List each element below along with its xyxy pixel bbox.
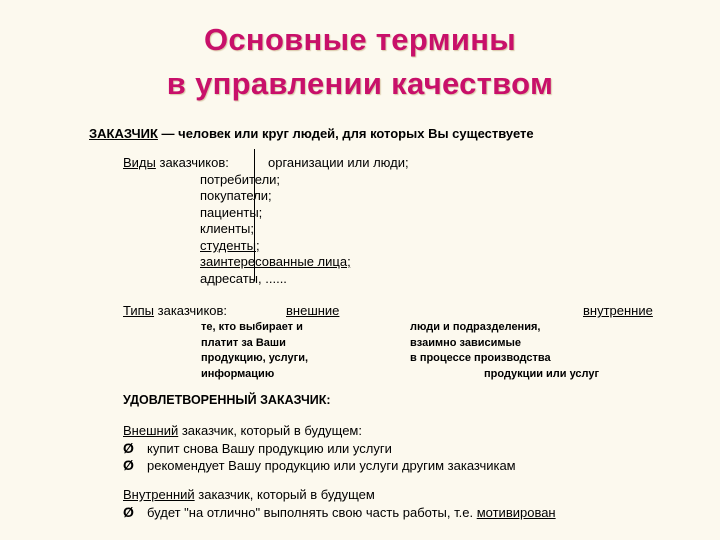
external-bullet bbox=[123, 440, 392, 456]
desc-line: платит за Ваши bbox=[201, 336, 286, 349]
kinds-item: организации или люди; bbox=[268, 155, 409, 170]
internal-bullet bbox=[123, 504, 556, 520]
definition-term: ЗАКАЗЧИК bbox=[89, 126, 158, 141]
satisfied-heading: УДОВЛЕТВОРЕННЫЙ ЗАКАЗЧИК: bbox=[123, 393, 331, 407]
types-label-underlined: Типы bbox=[123, 303, 155, 318]
external-customer-label bbox=[123, 423, 362, 438]
desc-line: в процессе производства bbox=[410, 352, 551, 364]
types-label-rest: заказчиков: bbox=[154, 303, 228, 318]
kinds-item: студенты; bbox=[200, 238, 260, 253]
page-title-line-2: в управлении качеством bbox=[166, 66, 554, 101]
page-title-line-1: Основные термины bbox=[203, 22, 517, 57]
types-external-description bbox=[201, 320, 308, 382]
desc-line: продукции или услуг bbox=[484, 367, 600, 380]
kinds-item: потребители; bbox=[200, 172, 281, 187]
desc-line: взаимно зависимые bbox=[410, 336, 522, 349]
kinds-item: клиенты; bbox=[200, 221, 254, 236]
desc-line: люди и подразделения, bbox=[410, 321, 541, 333]
external-customer-label-rest: заказчик, который в будущем: bbox=[178, 423, 362, 438]
bullet-text: будет "на отлично" выполнять свою часть работы, т.е. bbox=[147, 505, 477, 520]
kinds-label-rest: заказчиков: bbox=[155, 155, 229, 170]
desc-line: продукцию, услуги, bbox=[201, 352, 309, 364]
desc-line: информацию bbox=[201, 367, 275, 380]
internal-customer-label-underlined: Внутренний bbox=[123, 487, 195, 502]
external-bullet bbox=[123, 457, 516, 473]
bullet-text: купит снова Вашу продукцию или услуги bbox=[147, 441, 392, 456]
internal-customer-label bbox=[123, 487, 375, 502]
types-internal-description bbox=[410, 320, 620, 382]
arrow-bullet-icon: Ø bbox=[123, 457, 134, 473]
types-external-label: внешние bbox=[286, 303, 340, 318]
arrow-bullet-icon: Ø bbox=[123, 440, 134, 456]
types-internal-label: внутренние bbox=[583, 303, 653, 318]
customer-definition bbox=[89, 126, 534, 141]
kinds-item: заинтересованные лица; bbox=[200, 254, 351, 269]
bullet-text-motivated: мотивирован bbox=[476, 505, 556, 520]
kinds-item: адресаты, ...... bbox=[200, 271, 287, 286]
internal-customer-label-rest: заказчик, который в будущем bbox=[194, 487, 375, 502]
kinds-label-underlined: Виды bbox=[123, 155, 156, 170]
definition-text: — человек или круг людей, для которых Вы существуете bbox=[157, 126, 534, 141]
desc-line: те, кто выбирает и bbox=[201, 321, 303, 333]
kinds-label bbox=[123, 155, 229, 170]
types-label bbox=[123, 303, 227, 318]
bullet-text: рекомендует Вашу продукцию или услуги другим заказчикам bbox=[147, 458, 516, 473]
arrow-bullet-icon: Ø bbox=[123, 504, 134, 520]
external-customer-label-underlined: Внешний bbox=[123, 423, 179, 438]
kinds-item: пациенты; bbox=[200, 205, 263, 220]
kinds-item: покупатели; bbox=[200, 188, 272, 203]
